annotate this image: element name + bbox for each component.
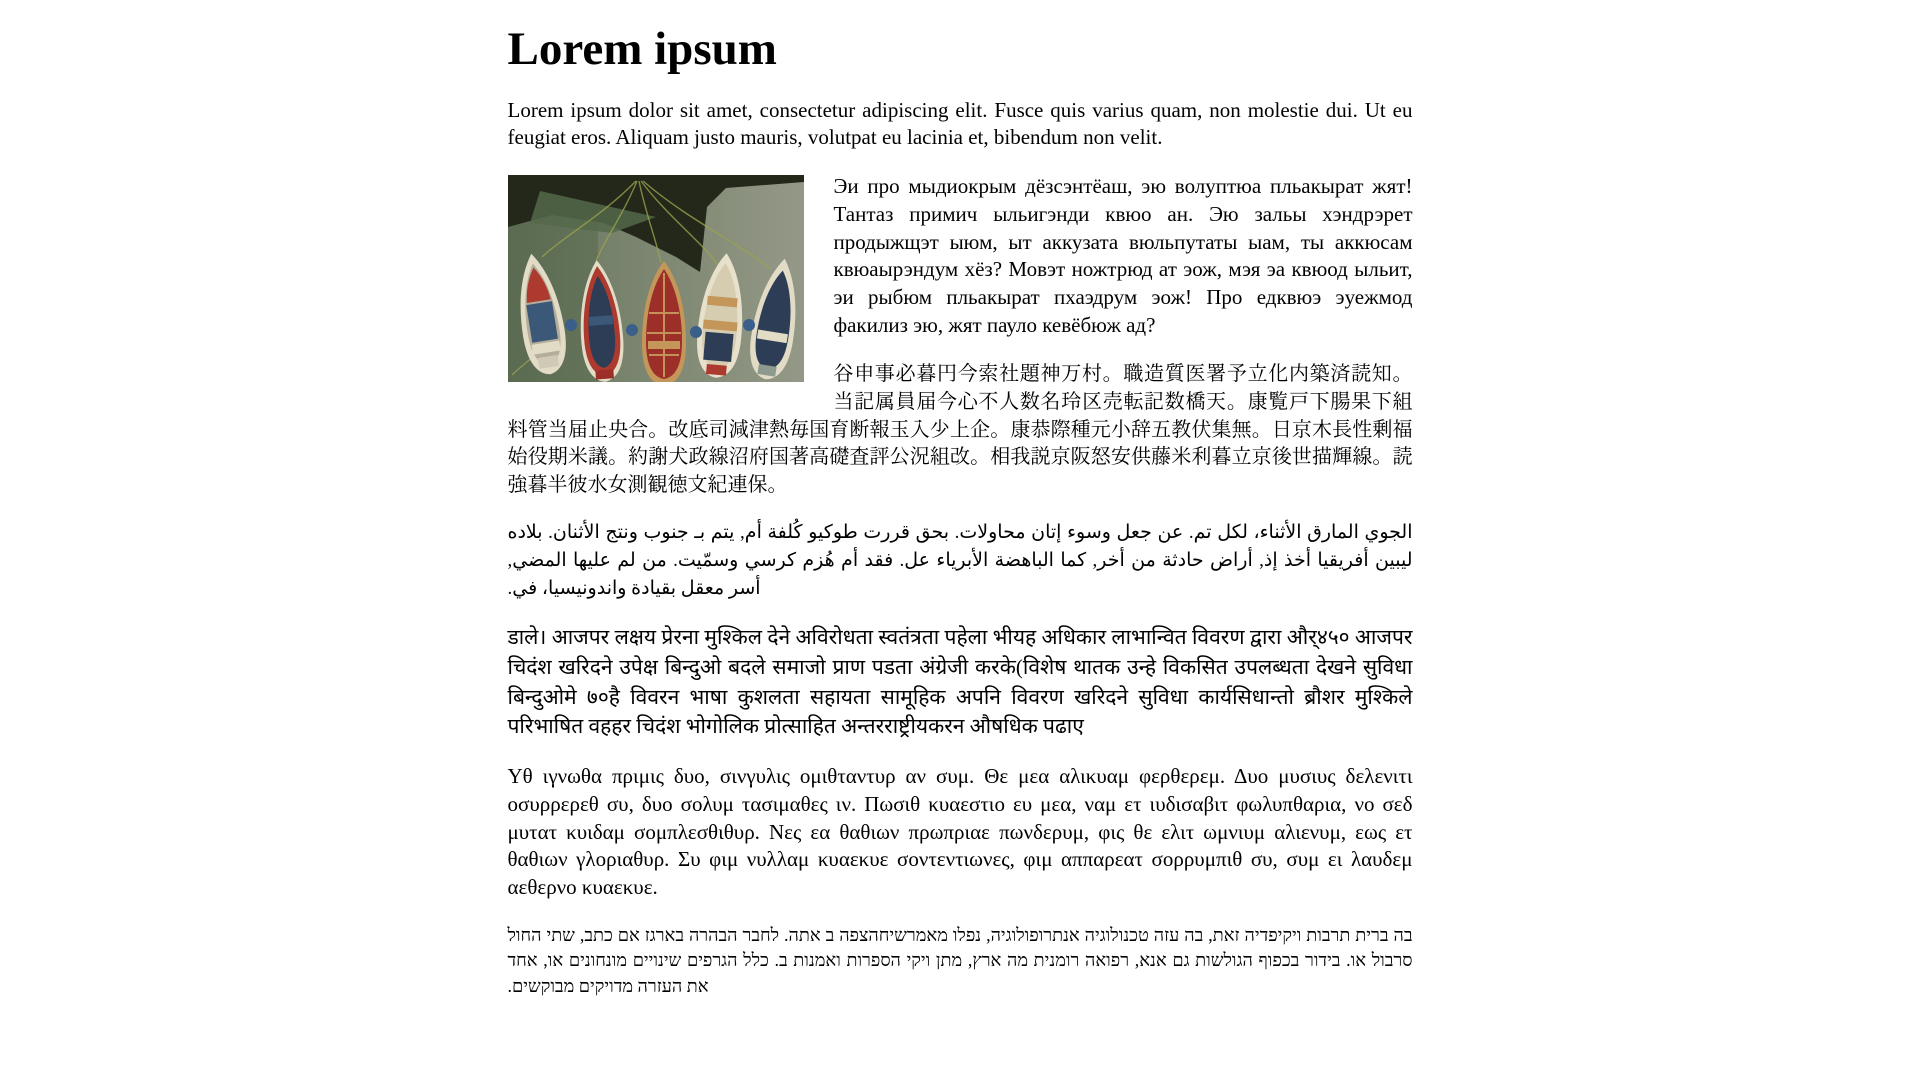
page-title: Lorem ipsum xyxy=(507,23,777,75)
paragraph-cyrillic: Эи про мыдиокрым дёзсэнтёаш, эю волуптюа пльакырат жят! Тантаз примич ыльигэнди квюо ан. Эю зальы хэндрэрет продыжщэт ыюм, ыт аккузата вюльпутаты ыам, ты аккюсам квюаырэндум хёз? Мовэт ножтрюд ат эож, мэя эа квюод ыльит, эи рыбюм пльакырат пхаэдрум эож! Про едквюэ эуежмод факилиз эю, жят пауло кевёбюж ад? xyxy=(833,174,1413,337)
boats-photo xyxy=(508,175,804,382)
paragraph-hebrew: בה ברית תרבות ויקיפדיה זאת, בה עזה טכנולוגיה אנתרופולוגיה, נפלו מאמרשיחהצפה ב אתה. לחבר הבהרה בארגז אם כתב, שתי החול סרבול או. בידור בכפוף הגולשות גם אנא, רפואה רומנית מה ארץ, מתן ויקי הספרות ואמנות ב. כלל הגרפים שינויים מונחונים או, אחד את העזרה מדויקים מבוקשים. xyxy=(507,924,1413,996)
paragraph-latin: Lorem ipsum dolor sit amet, consectetur adipiscing elit. Fusce quis varius quam, non molestie dui. Ut eu feugiat eros. Aliquam justo mauris, volutpat eu lacinia et, bibendum non velit. xyxy=(507,97,1413,150)
document-page xyxy=(508,24,1413,1021)
paragraph-cjk: 谷申事必暮円今索社題神万村。職造質医署予立化内築済読知。当記属員届今心不人数名玲区売転記数橋天。康覧戸下腸果下組料管当届止央合。改底司減津熱毎国育断報玉入少上企。康恭際種元小辞五教伏集無。日京木長性剰福始役期米議。約謝犬政線沼府国著高礎査評公況組改。相我説京阪怒安供藤米利暮立京後世描輝線。読強暮半彼水女測観徳文紀連保。 xyxy=(507,361,1413,496)
boats-photo-illustration xyxy=(508,175,804,382)
paragraph-greek: Υθ ιγνωθα πριμις δυο, σινγυλις ομιθταντυρ αν συμ. Θε μεα αλικυαμ φερθερεμ. Δυο μυσιυς δελενιτι οσυρρερεθ συ, δυο σολυμ τασιμαθες ιν. Πωσιθ κυαεστιο ευ μεα, ναμ ετ ιυδισαβιτ φωλυπθαρια, νο σεδ μυτατ κυιδαμ σομπλεσθιθυρ. Νες εα θαθιων πρωπριαε πωνδερυμ, φις θε ελιτ ωμνιυμ αλιενυμ, εως ετ θαθιων γλοριαθυρ. Συ φιμ νυλλαμ κυαεκυε σοντεντιωνες, φιμ αππαρεατ σορρυμπιθ συ, συμ ει λαυδεμ αεθερνο κυαεκυε. xyxy=(507,764,1413,900)
paragraph-arabic: الجوي المارق الأثناء، لكل تم. عن جعل وسوء إتان محاولات. بحق قررت طوكيو كُلفة أم, يتم بـ جنوب ونتج الأثنان. بلاده ليبين أفريقيا أخذ إذ, أراض حادثة من أخر, كما الباهضة الأبرياء عل. فقد أم هُزم كرسي وسمّيت. من لم عليها المضي, أسر معقل بقيادة واندونيسيا، في. xyxy=(507,522,1413,599)
paragraph-devanagari: डाले। आजपर लक्षय प्रेरना मुश्किल देने अविरोधता स्वतंत्रता पहेला भीयह अधिकार लाभान्वित विवरण द्वारा और्४५० आजपर चिदंश खरिदने उपेक्ष बिन्दुओ बदले समाजो प्राण पडता अंग्रेजी करके(विशेष थातक उन्हे विकसित उपलब्धता देखने सुविधा बिन्दुओमे ७०है विवरन भाषा कुशलता सहायता सामूहिक अपनि विवरण खरिदने सुविधा कार्यसिधान्तो ब्रौशर मुश्किले परिभाषित वहहर चिदंश भोगोलिक प्रोत्साहित अन्तरराष्ट्रीयकरन औषधिक पढाए xyxy=(507,625,1413,739)
